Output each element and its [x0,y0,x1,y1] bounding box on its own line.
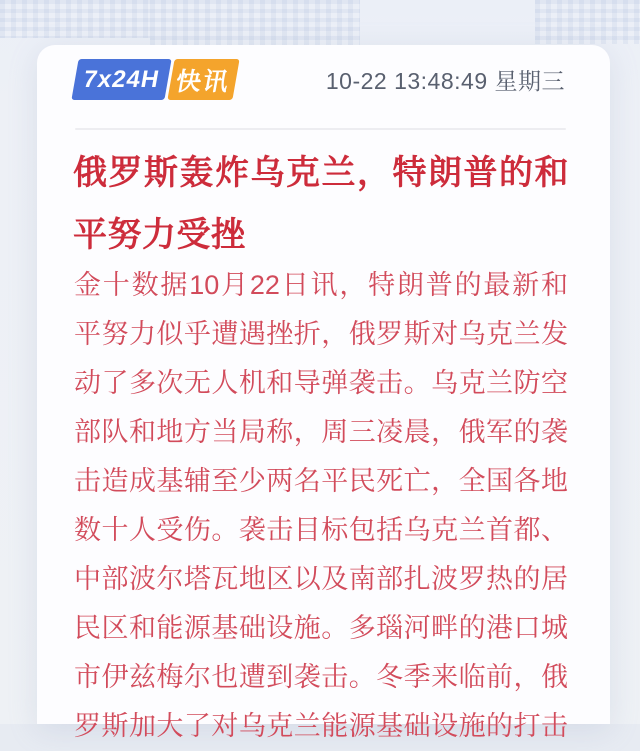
article-title-line-2: 平努力受挫 [73,216,246,254]
article-body-line-1: 金十数据10月22日讯，特朗普的最新和 [74,270,568,300]
article-body-line-4: 部队和地方当局称，周三凌晨，俄军的袭 [74,417,568,447]
badge-7x24h-label: 7x24H [71,59,171,100]
background-texture-right [535,0,640,44]
article-body-line-7: 中部波尔塔瓦地区以及南部扎波罗热的居 [74,564,568,594]
article-body-line-5: 击造成基辅至少两名平民死亡，全国各地 [74,466,568,496]
article-body-line-8: 民区和能源基础设施。多瑙河畔的港口城 [74,613,568,643]
background-texture-left [0,0,150,38]
article-body-line-10: 罗斯加大了对乌克兰能源基础设施的打击 [74,711,568,741]
badge-kuaixun-label: 快讯 [167,59,239,100]
datetime-text: 10-22 13:48:49 星期三 [325,67,565,94]
article-title [73,142,569,266]
news-flash-card[interactable] [37,45,610,741]
article-body [74,261,568,751]
article-body-line-3: 动了多次无人机和导弹袭击。乌克兰防空 [74,368,568,398]
article-body-line-9: 市伊兹梅尔也遭到袭击。冬季来临前，俄 [74,662,568,692]
header-divider [75,128,566,130]
channel-badge [71,59,239,100]
article-title-line-1: 俄罗斯轰炸乌克兰，特朗普的和 [73,154,569,192]
card-header [37,45,610,99]
article-body-line-2: 平努力似乎遭遇挫折，俄罗斯对乌克兰发 [74,319,568,349]
article-body-line-6: 数十人受伤。袭击目标包括乌克兰首都、 [74,515,568,545]
